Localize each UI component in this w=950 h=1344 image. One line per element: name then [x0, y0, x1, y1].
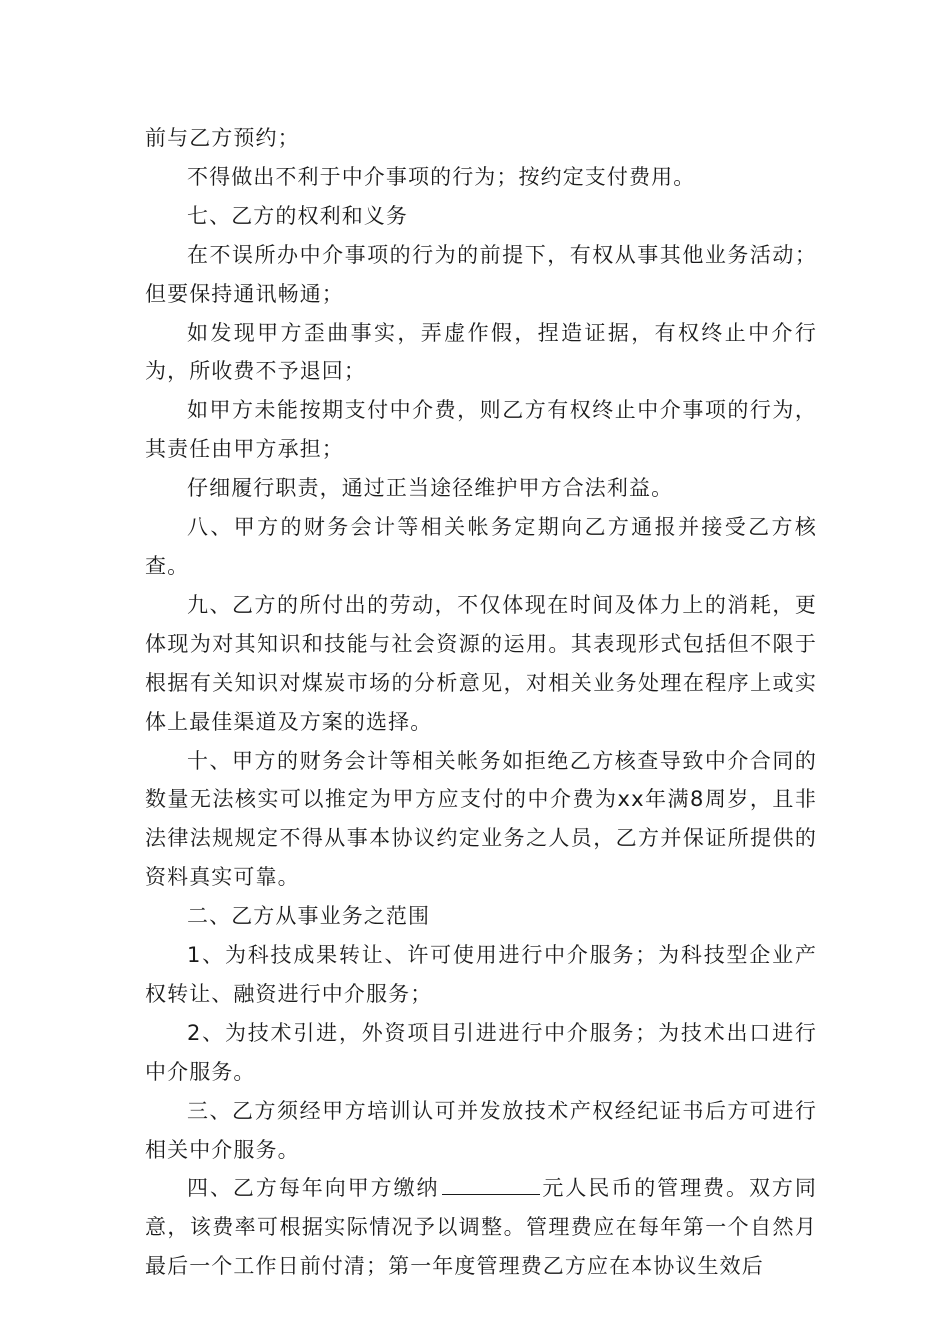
list-item: 1、为科技成果转让、许可使用进行中介服务；为科技型企业产权转让、融资进行中介服务； — [145, 943, 817, 1006]
document-body — [145, 119, 817, 1286]
paragraph: 仔细履行职责，通过正当途径维护甲方合法利益。 — [187, 476, 674, 501]
paragraph: 前与乙方预约； — [145, 126, 300, 150]
paragraph: 在不误所办中介事项的行为的前提下，有权从事其他业务活动；但要保持通讯畅通； — [145, 242, 817, 306]
paragraph: 如甲方未能按期支付中介费，则乙方有权终止中介事项的行为，其责任由甲方承担； — [145, 398, 817, 462]
fee-paragraph — [145, 1169, 817, 1286]
paragraph: 如发现甲方歪曲事实，弄虚作假，捏造证据，有权终止中介行为，所收费不予退回； — [145, 320, 817, 384]
paragraph: 十、甲方的财务会计等相关帐务如拒绝乙方核查导致中介合同的数量无法核实可以推定为甲方应支付的中介费为xx年满8周岁，且非法律法规规定不得从事本协议约定业务之人员，乙方并保证所提供的资料真实可靠。 — [145, 748, 817, 890]
section-heading: 二、乙方从事业务之范围 — [187, 904, 431, 929]
section-heading: 七、乙方的权利和义务 — [187, 203, 408, 228]
paragraph: 八、甲方的财务会计等相关帐务定期向乙方通报并接受乙方核查。 — [145, 515, 817, 578]
fee-amount-blank — [442, 1172, 540, 1195]
paragraph: 不得做出不利于中介事项的行为；按约定支付费用。 — [187, 164, 696, 189]
fee-text-after: 元人民币的管理费。双方同意，该费率可根据实际情况予以调整。管理费应在每年第一个自然月最后一个工作日前付清；第一年度管理费乙方应在本协议生效后 — [145, 1176, 817, 1279]
list-item: 2、为技术引进，外资项目引进进行中介服务；为技术出口进行中介服务。 — [145, 1020, 817, 1084]
paragraph: 九、乙方的所付出的劳动，不仅体现在时间及体力上的消耗，更体现为对其知识和技能与社会资源的运用。其表现形式包括但不限于根据有关知识对煤炭市场的分析意见，对相关业务处理在程序上或实体上最佳渠道及方案的选择。 — [145, 592, 817, 734]
fee-text-before: 四、乙方每年向甲方缴纳 — [187, 1176, 440, 1201]
paragraph: 三、乙方须经甲方培训认可并发放技术产权经纪证书后方可进行相关中介服务。 — [145, 1098, 817, 1162]
